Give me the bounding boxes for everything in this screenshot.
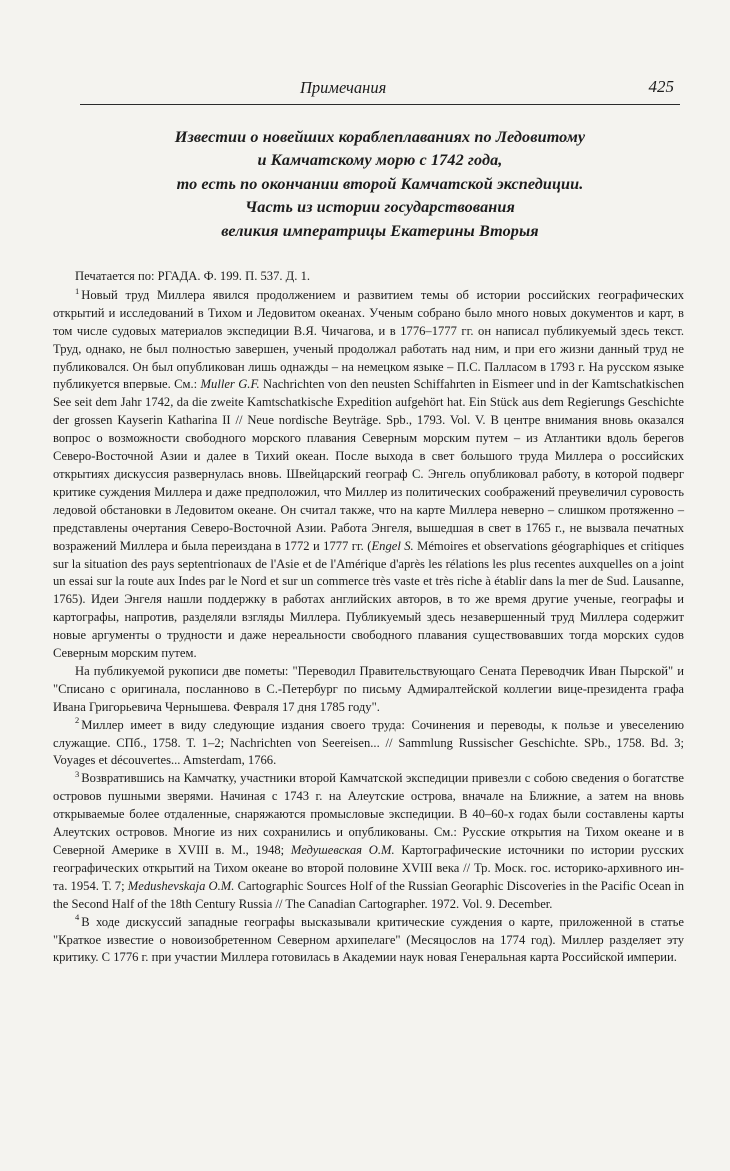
page-header	[80, 70, 680, 105]
title-line: то есть по окончании второй Камчатской экспедиции.	[176, 174, 584, 193]
footnote-marker: 4	[75, 912, 80, 923]
footnote-1	[53, 287, 684, 663]
title-line: и Камчатскому морю с 1742 года,	[257, 151, 503, 170]
cited-author: Medushevskaja O.M.	[127, 878, 235, 893]
footnote-marker: 1	[75, 285, 80, 296]
footnote-text: В ходе дискуссий западные географы высказывали критические суждения о карте, приложенной в статье "Краткое известие о новоизобретенном Северном архипелаге" (Месяцослов на 1774 год). Миллер разделяет эту критику. С 1776 г. при участии Миллера готовилась в Академии наук новая Генеральная карта Российской империи.	[53, 914, 684, 965]
footnote-text: Картографические источники по истории русских географических открытий на Тихом океане во второй половине XVIII века // Тр. Моск. гос. историко-архивного ин-та. 1954. Т. 7;	[53, 843, 684, 893]
footnote-text: Новый труд Миллера явился продолжением и развитием темы об истории российских географических открытий и исследований в Тихом и Ледовитом океанах. Ученым собрано было много новых документов и карт, в том числе судовых материалов экспедиции В.Я. Чичагова, и в 1776–1777 гг. он написал публикуемый здесь текст. Труд, однако, не был полностью завершен, ученый продолжал работать над ним, и при его жизни данный труд не публиковался. Он был опубликован лишь однажды – на немецком языке – П.С. Палласом в 1793 г. На русском языке публикуется впервые. См.:	[53, 287, 684, 392]
footnote-text: Mémoires et observations géographiques et critiques sur la situation des pays septentrionaux de l'Asie et de l'Amérique d'après les rélations les plus recentes auxquelles on a joint un essai sur la route aux Indes par le Nord et sur un commerce très vaste et très riche à établir dans la mer de Sud. Lausanne, 1765). Идеи Энгеля нашли поддержку в работах английских авторов, в то же время другие ученые, географы и картографы, напротив, разделяли взгляды Миллера. Публикуемый здесь незавершенный труд Миллера содержит новые аргументы о трудности и даже нереальности свободного плавания существовавших тогда морских судов Северным морским путем.	[53, 538, 684, 661]
source-line: Печатается по: РГАДА. Ф. 199. П. 537. Д. 1.	[75, 269, 311, 283]
cited-author: Muller G.F.	[200, 377, 260, 392]
footnote-1-paragraph-2: На публикуемой рукописи две пометы: "Переводил Правительствующаго Сената Переводчик Иван Пырской" и "Списано с оригинала, посланново в С.-Петербург по письму Адмиралтейской коллегии вице-президента графа Ивана Григорьевича Чернышева. Февраля 17 дня 1785 году".	[53, 663, 684, 714]
page-number: 425	[648, 77, 674, 96]
footnote-2	[53, 717, 684, 771]
footnote-marker: 3	[75, 769, 80, 780]
footnote-3	[53, 770, 684, 913]
footnote-text: Nachrichten von den neusten Schiffahrten in Eismeer und in der Kamtschatkischen See seit dem Jahr 1742, da die zweite Kamtschatkische Expedition aufgehört hat. Ein Stück aus dem Regierungs Geschichte der grossen Kayserin Katharina II // Neue nordische Beyträge. Spb., 1793. Vol. V. В центре внимания вновь оказался вопрос о возможности свободного морского плавания Северным морским путем – из Атлантики вдоль берегов Северо-Восточной Азии и далее в Тихий океан. После выхода в свет большого труда Миллера о российских открытиях дискуссия развернулась вновь. Швейцарский географ С. Энгель опубликовал работу, в которой подверг критике суждения Миллера и даже предположил, что Миллер из политических соображений преувеличил суровость ледовой обстановки в Ледовитом океане. Он считал также, что на карте Миллера неверно – слишком протяженно – представлены очертания Северо-Восточной Азии. Работа Энгеля, вышедшая в свет в 1765 г., не вызвала печатных возражений Миллера и была переиздана в 1772 и 1777 гг. (	[53, 377, 684, 553]
title-line: Часть из истории государствования	[245, 198, 515, 217]
cited-author: Engel S.	[371, 538, 414, 553]
footnote-text: Возвратившись на Камчатку, участники второй Камчатской экспедиции привезли с собою сведения о богатстве островов пушными зверями. Начиная с 1743 г. на Алеутские острова, вначале на Ближние, а затем на вновь открываемые более отдаленные, снаряжаются промысловые экспедиции. В 40–60-х годах были составлены карты Алеутских островов. Многие из них сохранились и опубликованы. См.: Русские открытия на Тихом океане и в Северной Америке в XVIII в. М., 1948;	[53, 771, 684, 857]
document-title	[80, 126, 680, 243]
title-line: великия императрицы Екатерины Вторыя	[221, 221, 539, 240]
running-title: Примечания	[300, 78, 387, 97]
footnote-text: Cartographic Sources Holf of the Russian Georaphic Discoveries in the Pacific Ocean in the Second Half of the 18th Century Russia // The Canadian Cartographer. 1972. Vol. 9. December.	[53, 878, 685, 911]
notes-section	[53, 268, 684, 967]
footnote-4	[53, 914, 684, 968]
cited-author: Медушевская О.М.	[290, 843, 395, 857]
footnote-marker: 2	[75, 715, 80, 726]
title-line: Известии о новейших кораблеплаваниях по Ледовитому	[174, 128, 586, 146]
footnote-text: Миллер имеет в виду следующие издания своего труда: Сочинения и переводы, к пользе и увеселению служащие. СПб., 1758. Т. 1–2; Nachrichten von Seereisen... // Sammlung Russischer Geschichte. SPb., 1758. Bd. 3; Voyages et découvertes... Amsterdam, 1766.	[53, 717, 684, 768]
